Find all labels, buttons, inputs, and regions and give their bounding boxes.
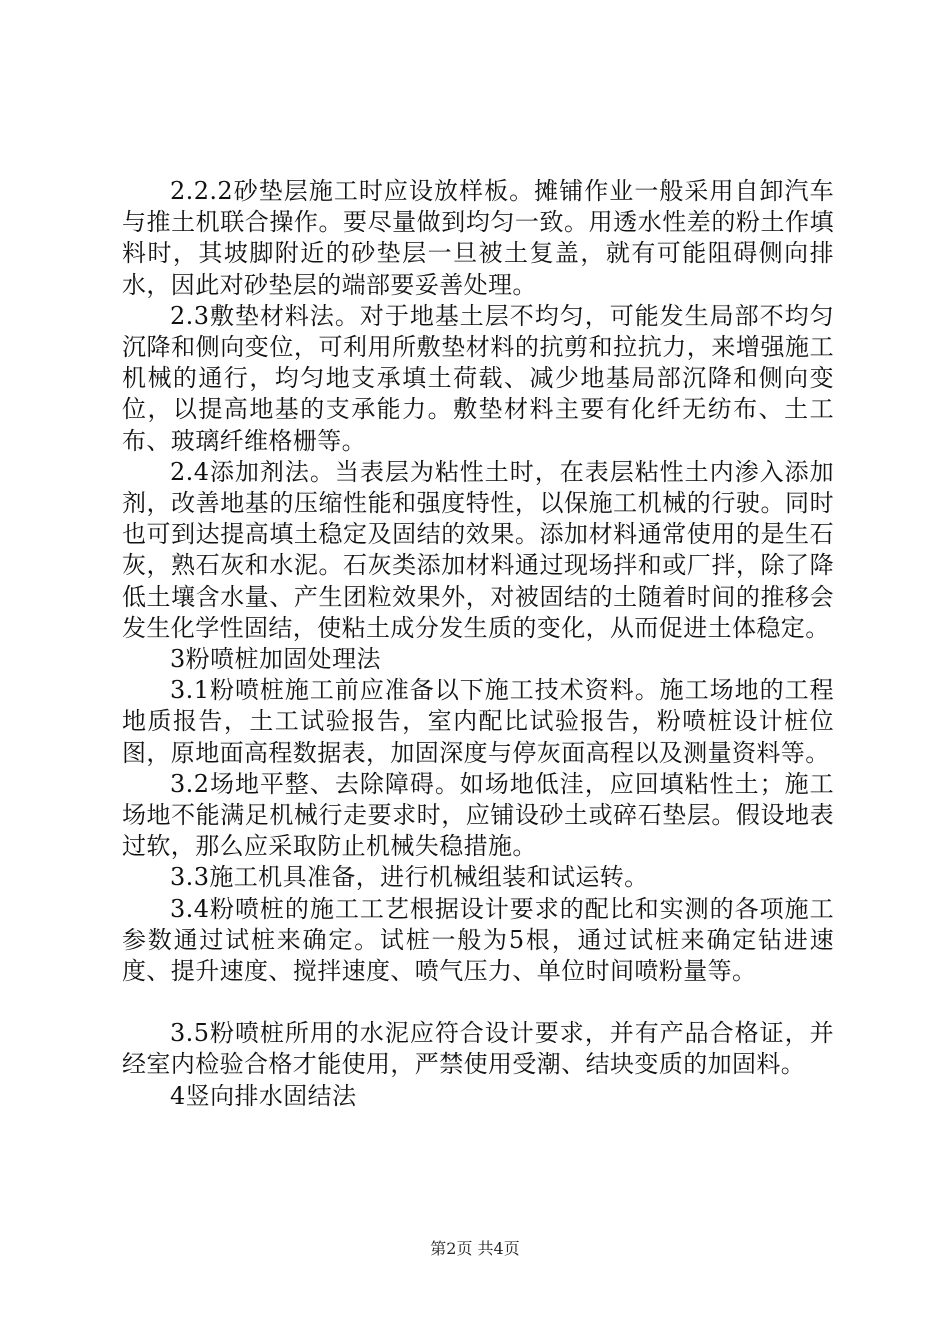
document-body <box>122 176 834 1112</box>
paragraph-2-3: 2.3敷垫材料法。对于地基土层不均匀，可能发生局部不均匀沉降和侧向变位，可利用所敷垫材料的抗剪和拉抗力，来增强施工机械的通行，均匀地支承填土荷载、减少地基局部沉降和侧向变位，以提高地基的支承能力。敷垫材料主要有化纤无纺布、土工布、玻璃纤维格栅等。 <box>122 301 834 455</box>
paragraph-2-2-2: 2.2.2砂垫层施工时应设放样板。摊铺作业一般采用自卸汽车与推土机联合操作。要尽量做到均匀一致。用透水性差的粉土作填料时，其坡脚附近的砂垫层一旦被土复盖，就有可能阻碍侧向排水，因此对砂垫层的端部要妥善处理。 <box>122 177 834 299</box>
paragraph-3-1: 3.1粉喷桩施工前应准备以下施工技术资料。施工场地的工程地质报告，土工试验报告，室内配比试验报告，粉喷桩设计桩位图，原地面高程数据表，加固深度与停灰面高程以及测量资料等。 <box>122 676 834 767</box>
paragraph-3-4: 3.4粉喷桩的施工工艺根据设计要求的配比和实测的各项施工参数通过试桩来确定。试桩一般为5根，通过试桩来确定钻进速度、提升速度、搅拌速度、喷气压力、单位时间喷粉量等。 <box>122 894 834 986</box>
paragraph-3-3: 3.3施工机具准备，进行机械组装和试运转。 <box>170 863 649 892</box>
paragraph-3-2: 3.2场地平整、去除障碍。如场地低洼，应回填粘性土；施工场地不能满足机械行走要求时，应铺设砂土或碎石垫层。假设地表过软，那么应采取防止机械失稳措施。 <box>122 769 834 861</box>
paragraph-3-5: 3.5粉喷桩所用的水泥应符合设计要求，并有产品合格证，并经室内检验合格才能使用，严禁使用受潮、结块变质的加固料。 <box>122 1019 834 1079</box>
section-heading-4: 4竖向排水固结法 <box>170 1081 357 1110</box>
page-number-footer: 第2页 共4页 <box>430 1239 520 1258</box>
paragraph-2-4: 2.4添加剂法。当表层为粘性土时，在表层粘性土内渗入添加剂，改善地基的压缩性能和强度特性，以保施工机械的行驶。同时也可到达提高填土稳定及固结的效果。添加材料通常使用的是生石灰，熟石灰和水泥。石灰类添加材料通过现场拌和或厂拌，除了降低土壤含水量、产生团粒效果外，对被固结的土随着时间的推移会发生化学性固结，使粘土成分发生质的变化，从而促进土体稳定。 <box>122 457 834 642</box>
section-heading-3: 3粉喷桩加固处理法 <box>170 645 381 674</box>
